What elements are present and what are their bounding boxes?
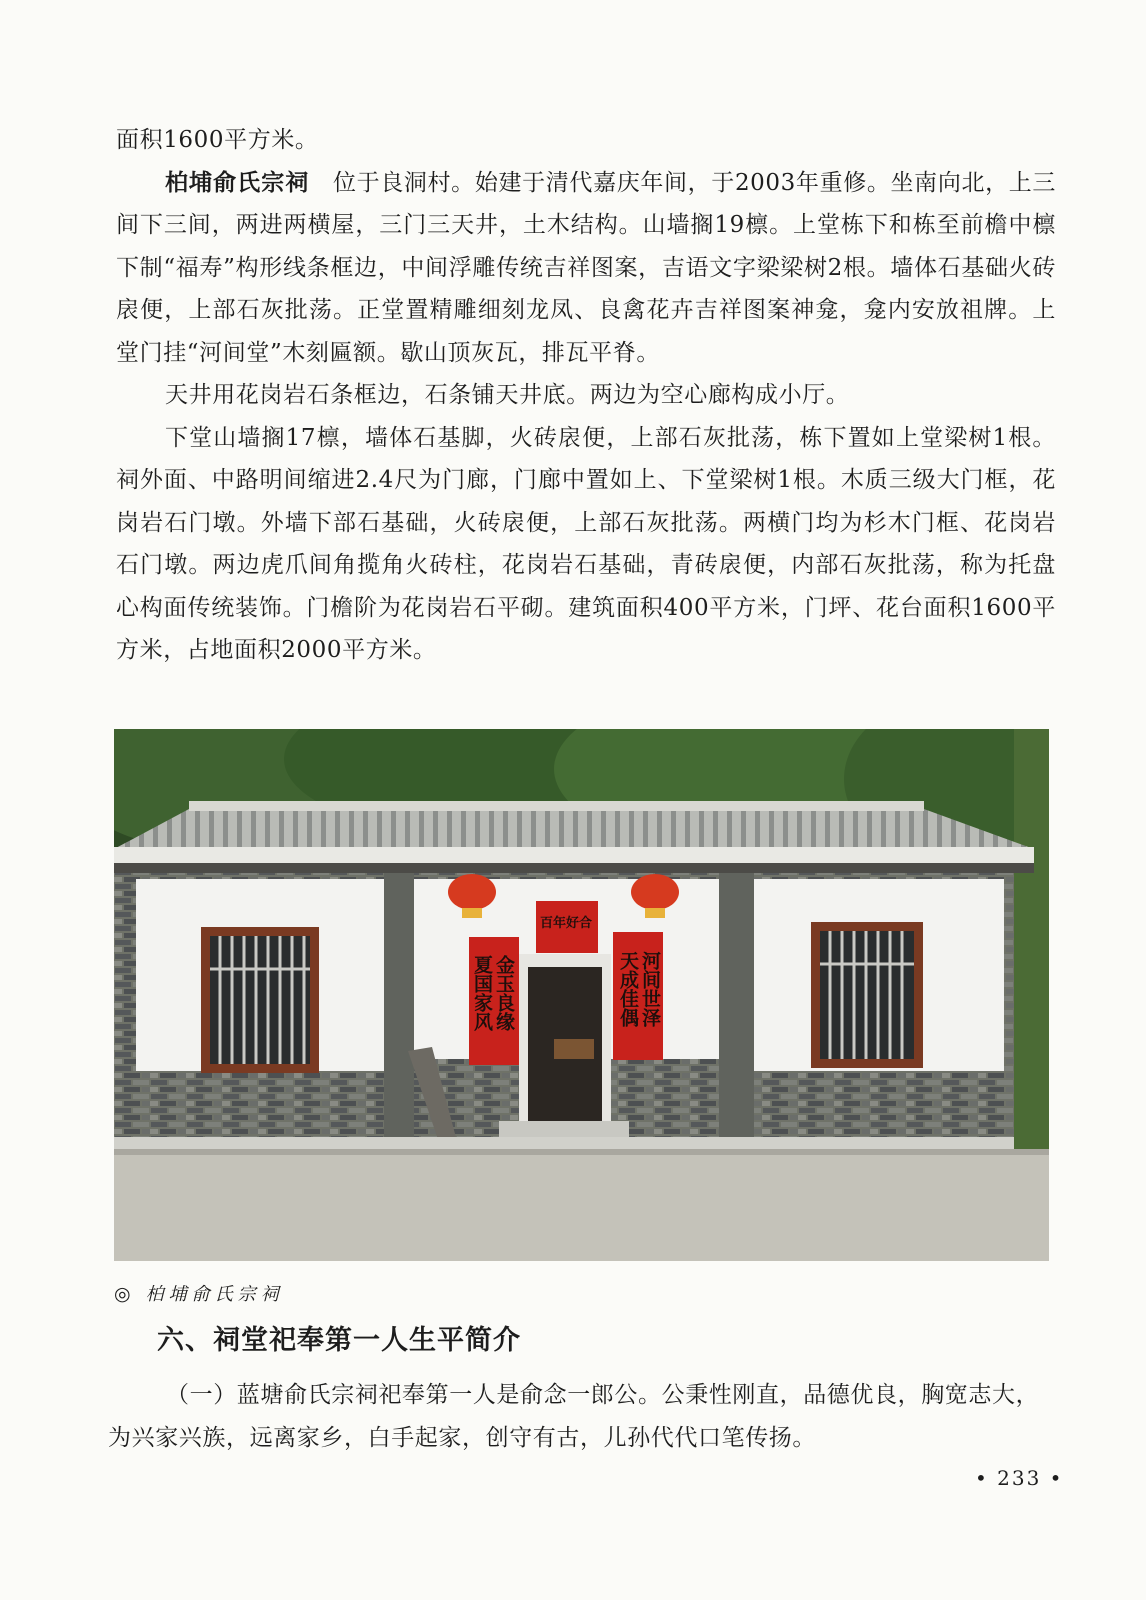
paragraph-lower-hall: 下堂山墙搁17檩，墙体石基脚，火砖扆便，上部石灰批荡，栋下置如上堂梁树1根。祠外面、中路明间缩进2.4尺为门廊，门廊中置如上、下堂梁树1根。木质三级大门框，花岗岩石门墩。外墙下部石基础，火砖扆便，上部石灰批荡。两横门均为杉木门框、花岗岩石门墩。两边虎爪间角揽角火砖柱，花岗岩石基础，青砖扆便，内部石灰批荡，称为托盘心构面传统装饰。门檐阶为花岗岩石平砌。建筑面积400平方米，门坪、花台面积1600平方米，占地面积2000平方米。 [116,424,1056,663]
entry-text: 位于良洞村。始建于清代嘉庆年间，于2003年重修。坐南向北，上三间下三间，两进两横屋，三门三天井，土木结构。山墙搁19檩。上堂栋下和栋至前檐中檩下制“福寿”构形线条框边，中间浮雕传统吉祥图案，吉语文字梁梁树2根。墙体石基础火砖扆便，上部石灰批荡。正堂置精雕细刻龙凤、良禽花卉吉祥图案神龛，龛内安放祖牌。上堂门挂“河间堂”木刻匾额。歇山顶灰瓦，排瓦平脊。 [116,169,1057,366]
caption-mark: ◎ [114,1283,136,1305]
ancestral-hall-photo [114,729,1049,1261]
paragraph-first-ancestor: （一）蓝塘俞氏宗祠祀奉第一人是俞念一郎公。公秉性刚直，品德优良，胸宽志大，为兴家兴族，远离家乡，白手起家，创守有古，儿孙代代口笔传扬。 [108,1382,1040,1451]
caption-text: 柏埔俞氏宗祠 [145,1284,284,1305]
couplet-right-text-1: 河间世泽 [639,951,661,1027]
left-lantern [448,874,496,910]
paragraph-courtyard: 天井用花岗岩石条框边，石条铺天井底。两边为空心廊构成小厅。 [165,382,850,408]
page-number: • 233 • [975,1466,1064,1490]
couplet-right-text-2: 天成佳偶 [617,951,639,1027]
body-text-top [116,119,1056,672]
body-text-bottom [108,1374,1056,1460]
entry-heading: 柏埔俞氏宗祠 [165,169,310,196]
lintel-text: 百年好合 [540,916,593,931]
photo-caption [114,1280,284,1306]
right-lantern [631,874,679,910]
couplet-left-text-2: 夏国家风 [471,955,493,1031]
section-title: 六、祠堂祀奉第一人生平简介 [157,1325,521,1356]
paragraph-continuation: 面积1600平方米。 [116,127,319,153]
couplet-left-text-1: 金玉良缘 [493,955,515,1031]
paragraph-ancestral-hall [116,162,1056,375]
photo-illustration [114,729,1049,1261]
